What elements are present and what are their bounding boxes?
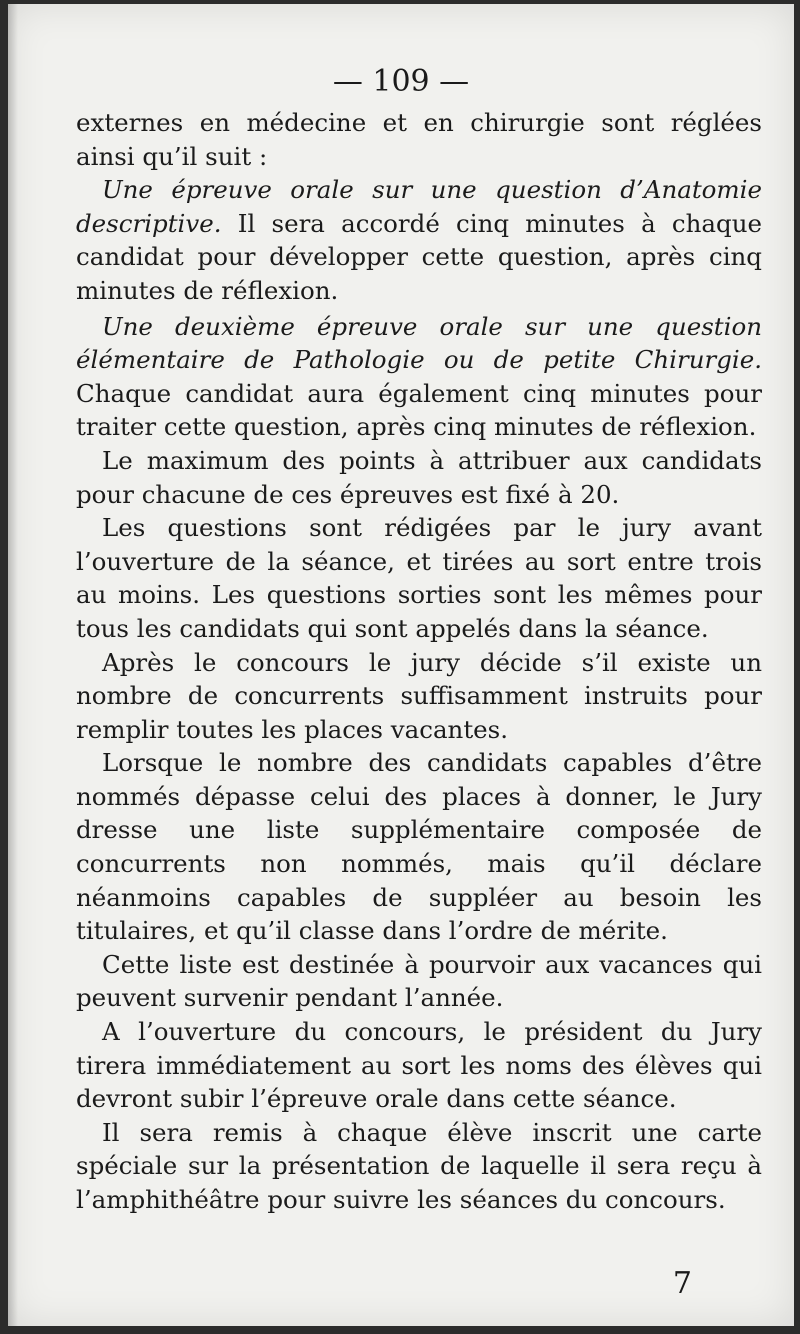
signature-mark: 7 (672, 1266, 692, 1301)
text-run: Cette liste est destinée à pourvoir aux vacances qui peuvent survenir pendant l’année. (76, 949, 762, 1013)
italic-text-run: Une épreuve orale sur une question d’Anatomie descriptive. (76, 175, 762, 238)
italic-text-run: Une deuxième épreuve orale sur une question élémentaire de Pathologie ou de petite Chirurgie. (76, 311, 762, 375)
paragraph (76, 511, 762, 645)
page-number: — 109 — (332, 64, 470, 99)
text-run: Les questions sont rédigées par le jury avant l’ouverture de la séance, et tirées au sort entre trois au moins. Les questions sorties sont les mêmes pour tous les candidats qui sont appelés dans la séance. (76, 513, 762, 643)
text-run: Il sera accordé cinq minutes à chaque candidat pour développer cette question, après cinq minutes de réflexion. (76, 208, 762, 305)
text-run: externes en médecine et en chirurgie sont réglées ainsi qu’il suit : (76, 108, 762, 171)
text-run: Il sera remis à chaque élève inscrit une carte spéciale sur la présentation de laquelle il sera reçu à l’amphithéâtre pour suivre les séances du concours. (76, 1117, 762, 1214)
paragraph (76, 948, 762, 1015)
text-run: Chaque candidat aura également cinq minutes pour traiter cette question, après cinq minutes de réflexion. (76, 378, 762, 442)
paragraph (76, 310, 762, 444)
book-page (8, 4, 794, 1326)
paragraph (76, 1116, 762, 1217)
text-run: Après le concours le jury décide s’il existe un nombre de concurrents suffisamment instruits pour remplir toutes les places vacantes. (76, 647, 762, 744)
paragraph (76, 1015, 762, 1116)
paragraph (76, 173, 762, 307)
text-run: Lorsque le nombre des candidats capables d’être nommés dépasse celui des places à donner, le Jury dresse une liste supplémentaire composée de concurrents non nommés, mais qu’il déclare néanmoins capables de suppléer au besoin les titulaires, et qu’il classe dans l’ordre de mérite. (76, 748, 762, 946)
paragraph (76, 746, 762, 948)
paragraph (76, 646, 762, 747)
paragraph (76, 444, 762, 511)
page-body-text (76, 106, 762, 1217)
text-run: Le maximum des points à attribuer aux candidats pour chacune de ces épreuves est fixé à 20. (76, 445, 762, 509)
text-run: A l’ouverture du concours, le président du Jury tirera immédiatement au sort les noms des élèves qui devront subir l’épreuve orale dans cette séance. (76, 1017, 762, 1114)
paragraph (76, 106, 762, 173)
page-edge-shadow (8, 4, 18, 1326)
